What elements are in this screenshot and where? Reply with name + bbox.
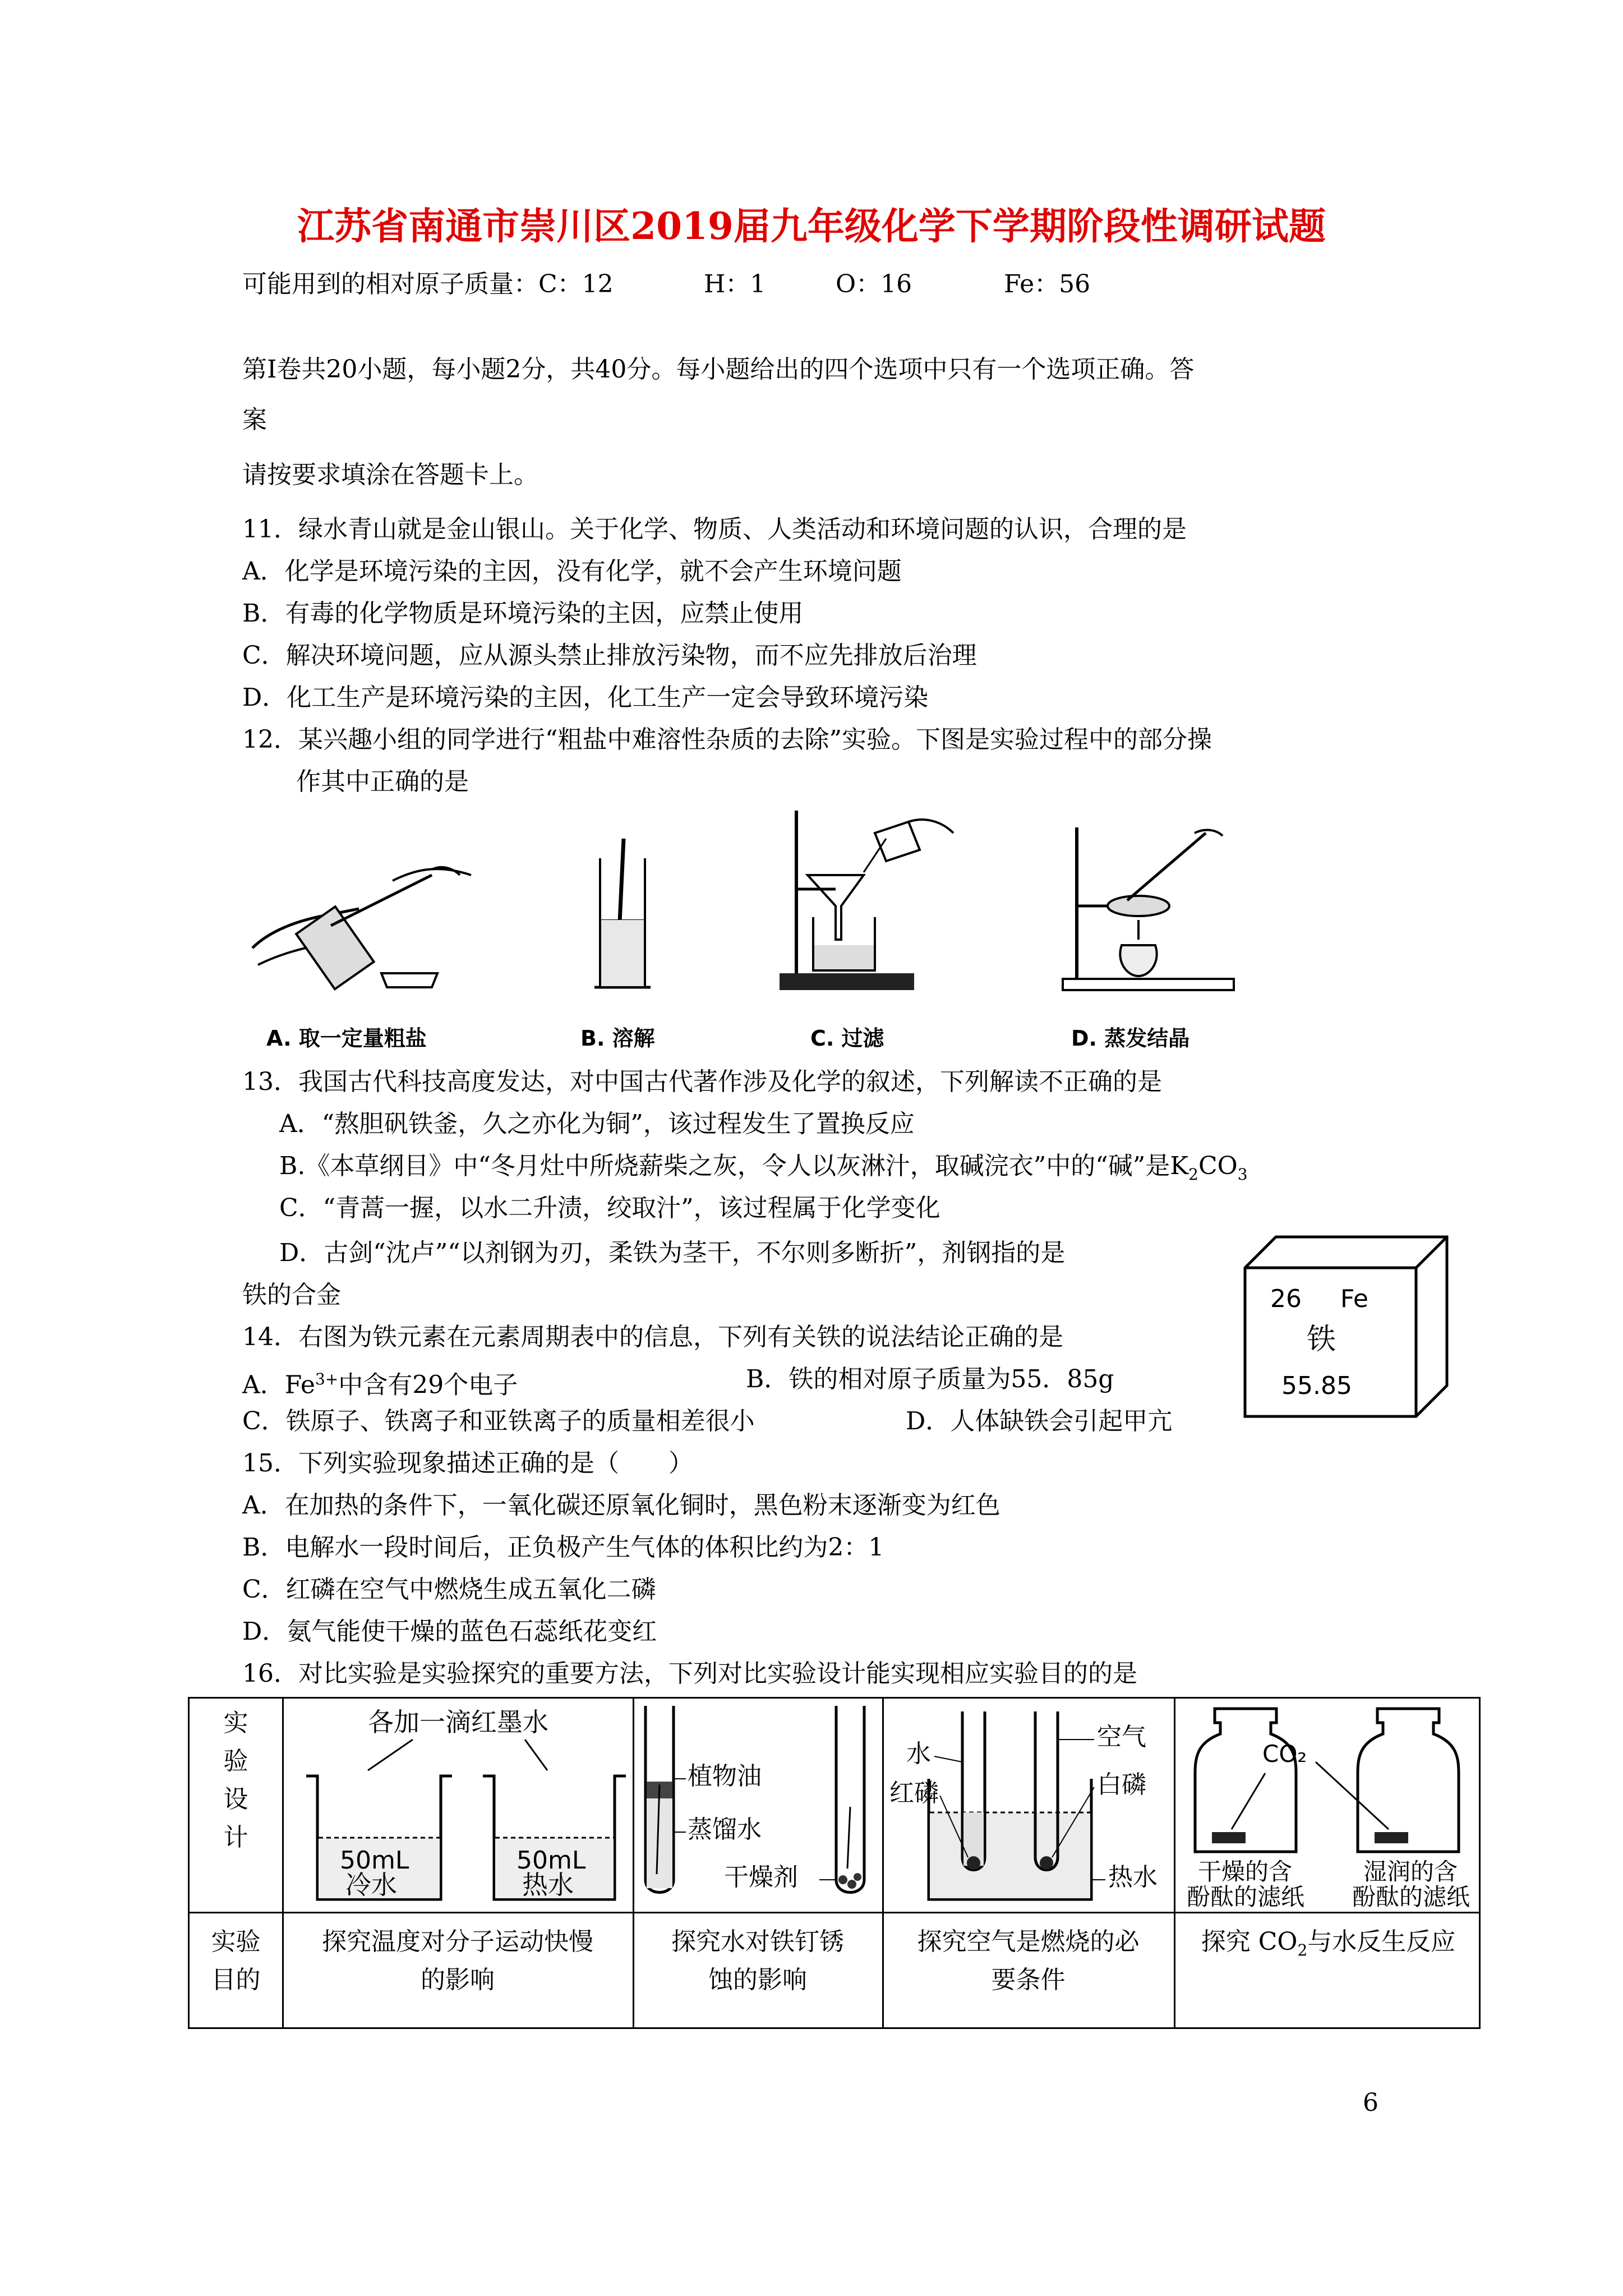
svg-text:冷水: 冷水 bbox=[345, 1870, 397, 1900]
figure-beakers bbox=[284, 1700, 631, 1911]
purpose-4: 探究 $CO_2$与水反生反应 bbox=[1201, 1927, 1456, 1959]
atomic-mass-h: H：1 bbox=[704, 270, 766, 298]
q11-option-b: B．有毒的化学物质是环境污染的主因，应禁止使用 bbox=[242, 599, 804, 628]
svg-text:干燥的含: 干燥的含 bbox=[1198, 1858, 1293, 1885]
page-number: 6 bbox=[1363, 2088, 1378, 2117]
svg-text:白磷: 白磷 bbox=[1097, 1770, 1146, 1799]
table-header-design: 实 验 设 计 bbox=[223, 1709, 248, 1852]
q12-caption-d: D. 蒸发结晶 bbox=[1071, 1026, 1190, 1051]
svg-text:50mL: 50mL bbox=[340, 1846, 409, 1875]
q13-option-a: A．“熬胆矾铁釜，久之亦化为铜”，该过程发生了置换反应 bbox=[279, 1110, 915, 1138]
fe-card-name: 铁 bbox=[1307, 1323, 1336, 1356]
q14-option-d: D．人体缺铁会引起甲亢 bbox=[906, 1407, 1173, 1435]
q15-option-a: A．在加热的条件下，一氧化碳还原氧化铜时，黑色粉末逐渐变为红色 bbox=[242, 1491, 1000, 1520]
svg-text:植物油: 植物油 bbox=[688, 1762, 762, 1791]
q14-option-b: B．铁的相对原子质量为55．85g bbox=[746, 1365, 1114, 1393]
svg-text:干燥剂: 干燥剂 bbox=[724, 1863, 798, 1892]
q11-option-a: A．化学是环境污染的主因，没有化学，就不会产生环境问题 bbox=[242, 557, 902, 586]
table-row-divider bbox=[190, 1912, 1479, 1913]
svg-text:CO₂: CO₂ bbox=[1262, 1740, 1307, 1768]
q12-caption-a: A. 取一定量粗盐 bbox=[266, 1026, 427, 1051]
fe-card-symbol: Fe bbox=[1340, 1285, 1368, 1313]
q13-option-d-line1: D．古剑“沈卢”“以剂钢为刃，柔铁为茎干，不尔则多断折”，剂钢指的是 bbox=[279, 1239, 1066, 1267]
q12-caption-c: C. 过滤 bbox=[810, 1026, 884, 1051]
q13-option-c: C．“青蒿一握，以水二升渍，绞取汁”，该过程属于化学变化 bbox=[279, 1194, 940, 1222]
q16-stem: 16．对比实验是实验探究的重要方法，下列对比实验设计能实现相应实验目的的是 bbox=[242, 1659, 1137, 1688]
q15-stem: 15．下列实验现象描述正确的是（ ） bbox=[242, 1449, 693, 1478]
atomic-mass-label: 可能用到的相对原子质量： bbox=[242, 270, 538, 298]
q12-caption-b: B. 溶解 bbox=[580, 1026, 655, 1051]
purpose-2: 探究水对铁钉锈 蚀的影响 bbox=[671, 1927, 844, 1994]
q11-stem: 11．绿水青山就是金山银山。关于化学、物质、人类活动和环境问题的认识，合理的是 bbox=[242, 515, 1187, 544]
q13-option-b: B.《本草纲目》中“冬月灶中所烧薪柴之灰，令人以灰淋汁，取碱浣衣”中的“碱”是$K_2CO_3$ bbox=[279, 1152, 1248, 1184]
svg-text:各加一滴红墨水: 各加一滴红墨水 bbox=[368, 1707, 548, 1737]
q14-option-c: C．铁原子、铁离子和亚铁离子的质量相差很小 bbox=[242, 1407, 755, 1435]
figure-co2-bottles bbox=[1175, 1700, 1481, 1911]
purpose-3: 探究空气是燃烧的必 要条件 bbox=[917, 1927, 1140, 1994]
q12-stem-line2: 作其中正确的是 bbox=[296, 767, 469, 796]
svg-text:热水: 热水 bbox=[1108, 1863, 1158, 1892]
q11-option-c: C．解决环境问题，应从源头禁止排放污染物，而不应先排放后治理 bbox=[242, 641, 977, 670]
svg-text:水: 水 bbox=[906, 1740, 931, 1768]
figure-evaporate bbox=[1060, 822, 1239, 996]
q15-option-d: D．氨气能使干燥的蓝色石蕊纸花变红 bbox=[242, 1617, 657, 1646]
q15-option-b: B．电解水一段时间后，正负极产生气体的体积比约为2：1 bbox=[242, 1533, 884, 1562]
svg-text:蒸馏水: 蒸馏水 bbox=[688, 1815, 762, 1844]
figure-filter bbox=[774, 805, 965, 999]
table-header-purpose: 实验 目的 bbox=[211, 1927, 261, 1994]
atomic-mass-o: O：16 bbox=[836, 270, 912, 298]
atomic-mass-c: C：12 bbox=[538, 270, 614, 298]
svg-text:湿润的含: 湿润的含 bbox=[1363, 1858, 1458, 1885]
instructions-line3: 请按要求填涂在答题卡上。 bbox=[242, 461, 538, 489]
figure-dissolve bbox=[583, 836, 662, 999]
q16-table bbox=[188, 1697, 1481, 2029]
atomic-mass-fe: Fe：56 bbox=[1004, 270, 1091, 298]
svg-text:酚酞的滤纸: 酚酞的滤纸 bbox=[1187, 1883, 1305, 1911]
purpose-1: 探究温度对分子运动快慢 的影响 bbox=[322, 1927, 593, 1994]
q14-stem: 14．右图为铁元素在元素周期表中的信息，下列有关铁的说法结论正确的是 bbox=[242, 1323, 1063, 1351]
svg-text:空气: 空气 bbox=[1097, 1723, 1146, 1751]
q15-option-c: C．红磷在空气中燃烧生成五氧化二磷 bbox=[242, 1575, 656, 1604]
q13-stem: 13．我国古代科技高度发达，对中国古代著作涉及化学的叙述，下列解读不正确的是 bbox=[242, 1068, 1162, 1096]
q12-stem-line1: 12．某兴趣小组的同学进行“粗盐中难溶性杂质的去除”实验。下图是实验过程中的部分操 bbox=[242, 725, 1212, 754]
instructions-line2: 案 bbox=[242, 406, 267, 434]
fe-card-number: 26 bbox=[1270, 1285, 1302, 1313]
q13-option-d-line2: 铁的合金 bbox=[242, 1281, 341, 1309]
svg-text:热水: 热水 bbox=[522, 1870, 574, 1900]
q14-option-a: A．$Fe^{3+}$中含有29个电子 bbox=[242, 1370, 518, 1400]
fe-card-mass: 55.85 bbox=[1281, 1372, 1352, 1400]
q11-option-d: D．化工生产是环境污染的主因，化工生产一定会导致环境污染 bbox=[242, 683, 929, 712]
page-title: 江苏省南通市崇川区2019届九年级化学下学期阶段性调研试题 bbox=[297, 204, 1326, 248]
element-card-fe bbox=[1242, 1234, 1450, 1419]
figure-weigh-salt bbox=[247, 853, 488, 999]
svg-text:红磷: 红磷 bbox=[889, 1779, 939, 1807]
figure-test-tubes bbox=[634, 1700, 881, 1911]
figure-combustion bbox=[884, 1700, 1173, 1911]
instructions-line1: 第Ⅰ卷共20小题，每小题2分，共40分。每小题给出的四个选项中只有一个选项正确。答 bbox=[242, 355, 1195, 384]
svg-text:50mL: 50mL bbox=[517, 1846, 586, 1875]
svg-text:酚酞的滤纸: 酚酞的滤纸 bbox=[1352, 1883, 1470, 1911]
